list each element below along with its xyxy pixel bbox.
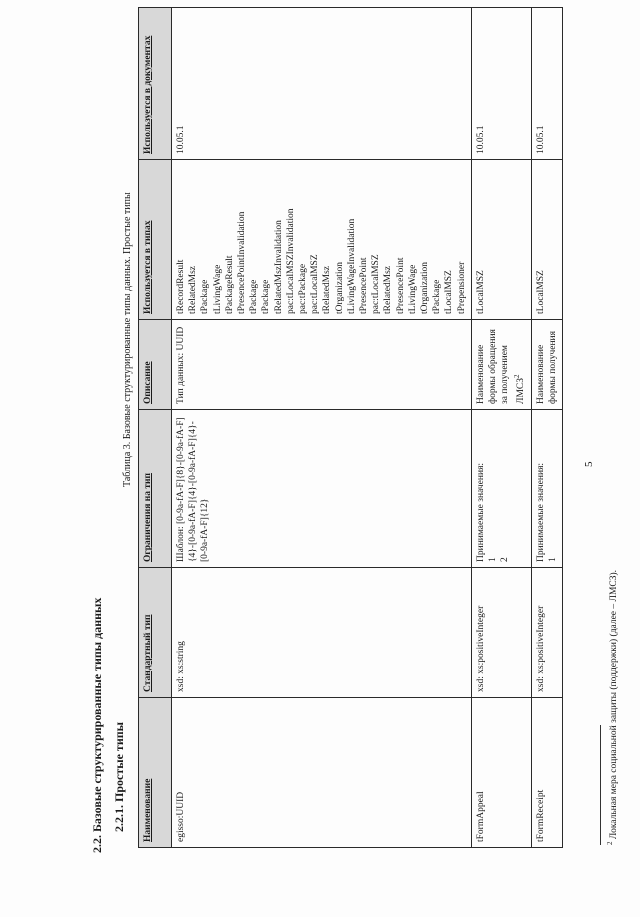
footnote-ref: 2 bbox=[513, 374, 522, 378]
cell-used-in-docs: 10.05.1 bbox=[531, 8, 562, 160]
type-ref: tPackageResult bbox=[224, 255, 235, 314]
section-number: 2.2. bbox=[90, 835, 104, 853]
type-ref: tRelatedMsz bbox=[322, 265, 333, 314]
type-ref: pac:tLocalMSZInvalidation bbox=[285, 208, 296, 314]
header-description: Описание bbox=[139, 320, 172, 410]
type-ref: pac:tLocalMSZ bbox=[371, 254, 382, 314]
table-row bbox=[172, 8, 472, 848]
cell-name: tFormReceipt bbox=[531, 698, 562, 848]
table-row bbox=[531, 8, 562, 848]
cell-name: egisso:UUID bbox=[172, 698, 472, 848]
type-ref: tLocalMSZ bbox=[475, 270, 486, 314]
section-title: Базовые структурированные типы данных bbox=[90, 597, 104, 832]
type-ref: tPackage bbox=[200, 279, 211, 314]
simple-types-table bbox=[138, 7, 563, 848]
description-text: Наименование формы обращения за получением ЛМСЗ bbox=[475, 329, 527, 404]
cell-description: Тип данных: UUID bbox=[172, 320, 472, 410]
type-ref: tRelatedMszInvalidation bbox=[273, 220, 284, 314]
cell-std-type: xsd: xs:positiveInteger bbox=[531, 568, 562, 698]
footnote-divider bbox=[600, 725, 601, 845]
type-ref: tPresencePointInvalidation bbox=[237, 211, 248, 314]
subsection-heading bbox=[112, 722, 127, 853]
restriction-line: 2 bbox=[500, 557, 511, 562]
header-name: Наименование bbox=[139, 698, 172, 848]
footnote-text: Локальная мера социальной защиты (поддержки) (далее – ЛМСЗ). bbox=[609, 569, 620, 840]
cell-used-in-docs: 10.05.1 bbox=[172, 8, 472, 160]
restriction-line: Принимаемые значения: bbox=[475, 462, 486, 562]
type-ref: pac:tLocalMSZ bbox=[310, 254, 321, 314]
header-used-in-docs: Используется в документах bbox=[139, 8, 172, 160]
cell-used-in-types bbox=[531, 160, 562, 320]
type-ref: pac:tPackage bbox=[298, 263, 309, 314]
cell-description: Наименование формы получения bbox=[531, 320, 562, 410]
cell-used-in-docs: 10.05.1 bbox=[471, 8, 531, 160]
subsection-number: 2.2.1. bbox=[112, 805, 126, 832]
subsection-title: Простые типы bbox=[112, 721, 126, 802]
section-heading bbox=[90, 598, 105, 853]
type-ref: tPresencePoint bbox=[395, 257, 406, 314]
type-ref: tRelatedMsz bbox=[188, 265, 199, 314]
type-ref: tOrganization bbox=[420, 261, 431, 314]
type-ref: tLivingWage bbox=[407, 264, 418, 314]
type-ref: tPresencePoint bbox=[359, 257, 370, 314]
type-ref: tLocalMSZ bbox=[535, 270, 546, 314]
type-ref: tRecordResult bbox=[176, 259, 186, 314]
header-used-in-types: Используется в типах bbox=[139, 160, 172, 320]
header-restriction: Ограничения на тип bbox=[139, 410, 172, 568]
type-ref: tLivingWage bbox=[212, 264, 223, 314]
restriction-line: 1 bbox=[548, 557, 559, 562]
cell-description bbox=[471, 320, 531, 410]
type-ref: tPrepensioner bbox=[456, 261, 467, 314]
type-ref: tOrganization bbox=[334, 261, 345, 314]
cell-used-in-types bbox=[471, 160, 531, 320]
table-caption: Таблица 3. Базовые структурированные типы данных. Простые типы bbox=[122, 192, 133, 487]
type-ref: tPackage bbox=[432, 279, 443, 314]
cell-std-type: xsd: xs:positiveInteger bbox=[471, 568, 531, 698]
header-std-type: Стандартный тип bbox=[139, 568, 172, 698]
table-row bbox=[471, 8, 531, 848]
cell-restriction bbox=[172, 410, 472, 568]
footnote-mark: 2 bbox=[606, 841, 614, 845]
type-ref: tPackage bbox=[249, 279, 260, 314]
page-number: 5 bbox=[583, 461, 595, 467]
type-ref: tPackage bbox=[261, 279, 272, 314]
footnote bbox=[606, 570, 619, 845]
cell-std-type: xsd: xs:string bbox=[172, 568, 472, 698]
cell-name: tFormAppeal bbox=[471, 698, 531, 848]
cell-restriction bbox=[471, 410, 531, 568]
type-ref: tLocalMSZ bbox=[444, 270, 455, 314]
type-ref: tLivingWageInvalidation bbox=[346, 218, 357, 314]
table-header-row bbox=[139, 8, 172, 848]
type-ref: tRelatedMsz bbox=[383, 265, 394, 314]
restriction-line: Шаблон: [0-9a-fA-F]{8}-[0-9a-fA-F]{4}-[0-9a-fA-F]{4}-[0-9a-fA-F]{4}-[0-9a-fA-F]{12} bbox=[176, 417, 211, 562]
restriction-line: 1 bbox=[488, 557, 499, 562]
cell-used-in-types bbox=[172, 160, 472, 320]
restriction-line: Принимаемые значения: bbox=[535, 462, 546, 562]
cell-restriction bbox=[531, 410, 562, 568]
